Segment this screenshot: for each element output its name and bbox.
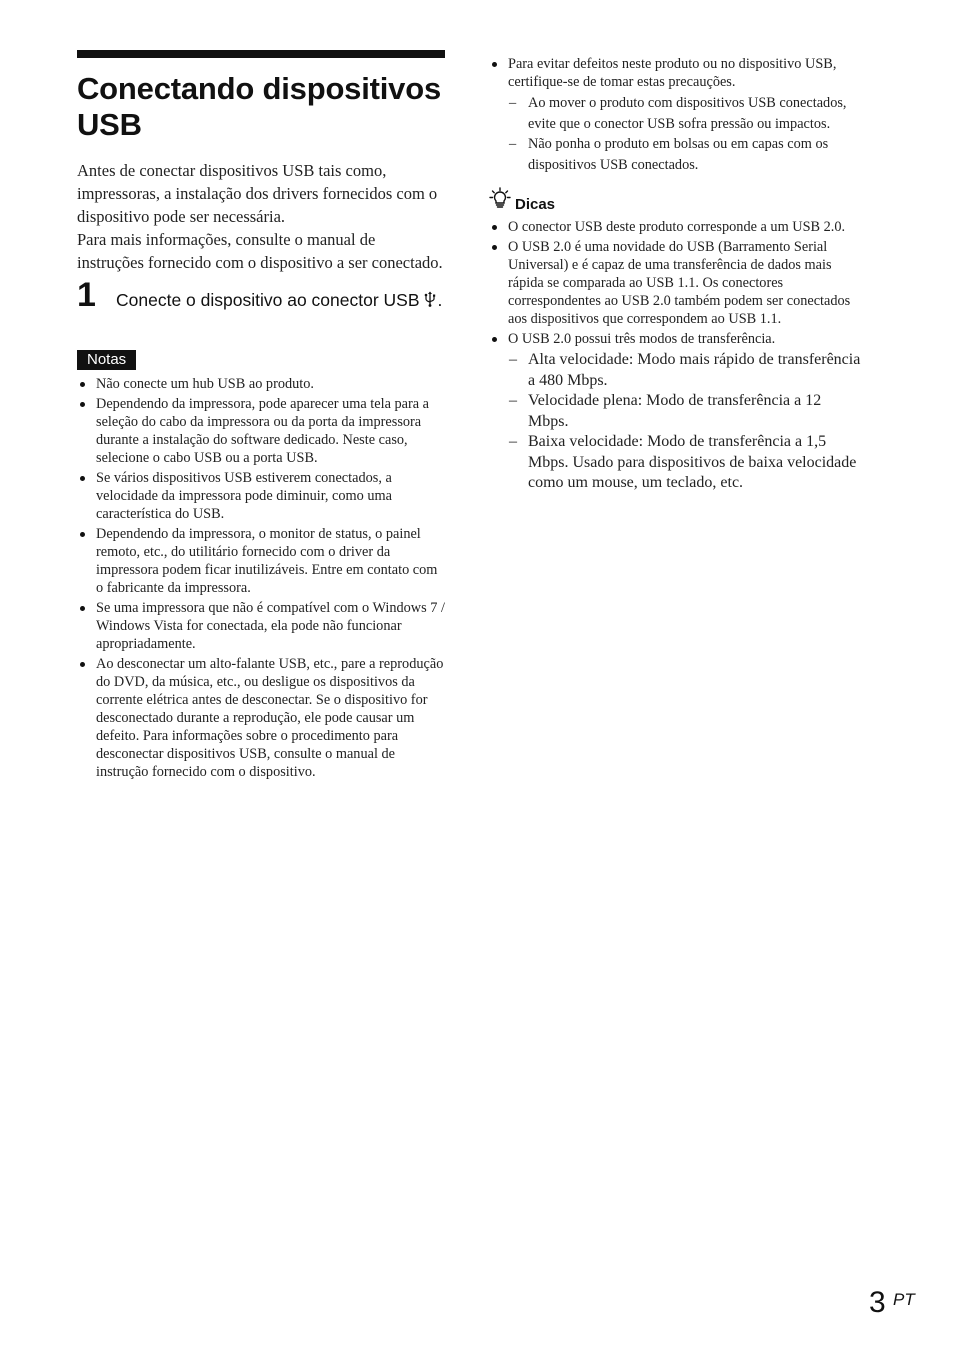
note-item: Se vários dispositivos USB estiverem conectados, a velocidade da impressora pode diminuir, como uma característica do USB.: [77, 469, 445, 523]
precaution-subitem: – Não ponha o produto em bolsas ou em capas com os dispositivos USB conectados.: [508, 134, 861, 175]
step-suffix: .: [437, 290, 443, 310]
note-item: Não conecte um hub USB ao produto.: [77, 375, 445, 393]
precautions-sublist: [508, 93, 861, 175]
tips-heading: [489, 187, 861, 213]
lightbulb-icon: [489, 187, 515, 213]
tips-label: Dicas: [515, 196, 556, 213]
precautions-text: Para evitar defeitos neste produto ou no dispositivo USB, certifique-se de tomar estas precauções.: [508, 56, 837, 90]
page-title: Conectando dispositivos USB: [77, 71, 441, 142]
precautions-list: [489, 55, 861, 175]
page-number: 3: [869, 1286, 886, 1319]
transfer-modes-list: [508, 350, 861, 494]
step-number: 1: [77, 276, 96, 314]
step-text: Conecte o dispositivo ao conector USB: [116, 290, 420, 310]
left-column: [77, 50, 445, 783]
intro-paragraph: Para mais informações, consulte o manual de instruções fornecido com o dispositivo a ser conectado.: [77, 230, 443, 272]
note-item: Dependendo da impressora, o monitor de status, o painel remoto, etc., do utilitário fornecido com o driver da impressora podem ficar inutilizáveis. Entre em contato com o fabricante da impressora.: [77, 525, 445, 597]
tip-item: O USB 2.0 é uma novidade do USB (Barramento Serial Universal) e é capaz de uma transferência de dados mais rápida se comparada ao USB 1.1. Os conectores correspondentes ao USB 2.0 também podem ser conectados aos dispositivos que correspondem ao USB 1.1.: [489, 238, 861, 328]
tips-list: [489, 218, 861, 494]
transfer-mode-item: – Alta velocidade: Modo mais rápido de transferência a 480 Mbps.: [508, 350, 861, 391]
right-column: [489, 50, 861, 496]
notes-label: Notas: [77, 350, 136, 370]
title-rule: [77, 50, 445, 58]
tip-item: O conector USB deste produto corresponde a um USB 2.0.: [489, 218, 861, 236]
step-1: [77, 276, 445, 332]
step-instruction: [116, 282, 445, 313]
transfer-mode-item: – Baixa velocidade: Modo de transferência a 1,5 Mbps. Usado para dispositivos de baixa velocidade como um mouse, um teclado, etc.: [508, 432, 861, 494]
precautions-item: [489, 55, 861, 175]
precaution-subitem: – Ao mover o produto com dispositivos USB conectados, evite que o conector USB sofra pressão ou impactos.: [508, 93, 861, 134]
transfer-mode-item: – Velocidade plena: Modo de transferência a 12 Mbps.: [508, 391, 861, 432]
intro-paragraph: Antes de conectar dispositivos USB tais como, impressoras, a instalação dos drivers fornecidos com o dispositivo pode ser necessária.: [77, 161, 438, 226]
note-item: Ao desconectar um alto-falante USB, etc., pare a reprodução do DVD, da música, etc., ou desligue os dispositivos da corrente elétrica antes de desconectar. Se o dispositivo for desconectado durante a reprodução, ele pode causar um defeito. Para informações sobre o procedimento para desconectar dispositivos USB, consulte o manual de instrução fornecido com o dispositivo.: [77, 655, 445, 781]
note-item: Se uma impressora que não é compatível com o Windows 7 / Windows Vista for conectada, ela pode não funcionar apropriadamente.: [77, 599, 445, 653]
usb-icon: [424, 289, 438, 305]
tip-item: [489, 330, 861, 494]
page-language: PT: [893, 1290, 915, 1309]
intro-text: [77, 159, 445, 274]
tip-text: O USB 2.0 possui três modos de transferência.: [508, 331, 776, 347]
notes-list: [77, 375, 445, 781]
note-item: Dependendo da impressora, pode aparecer uma tela para a seleção do cabo da impressora ou da porta da impressora durante a instalação do software dedicado. Neste caso, selecione o cabo USB ou a porta USB.: [77, 395, 445, 467]
